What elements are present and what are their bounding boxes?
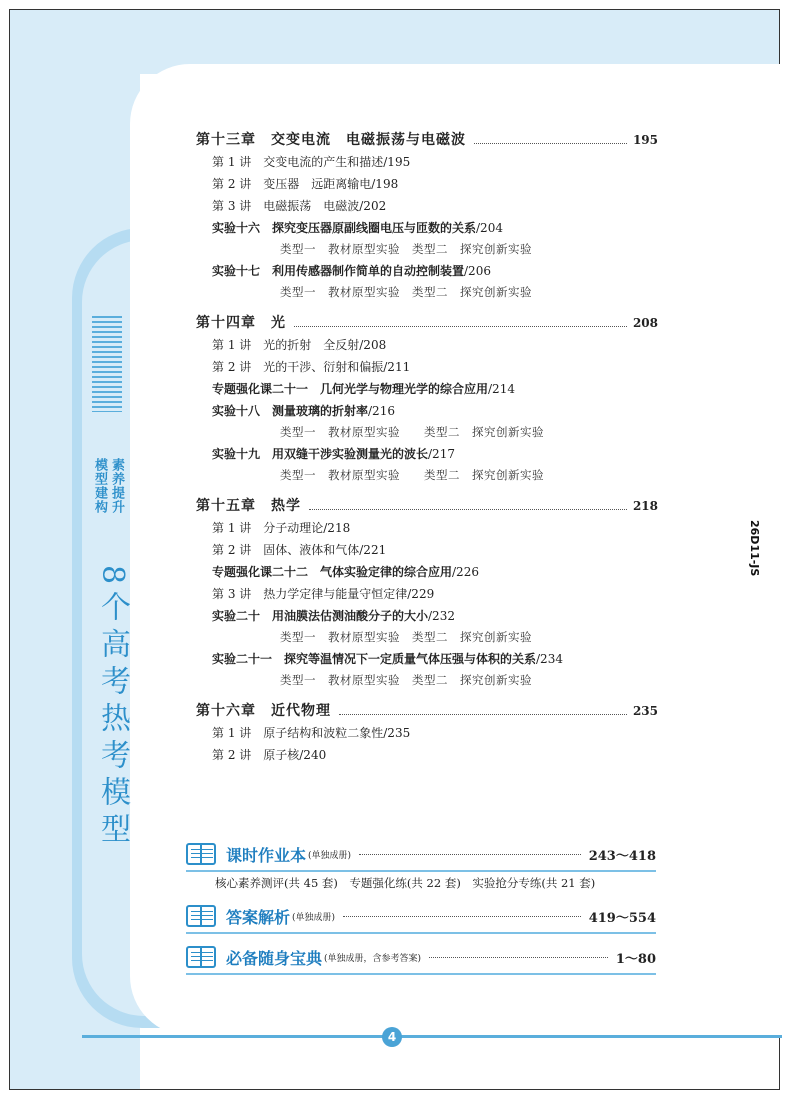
- chapter-page: 218: [632, 499, 658, 513]
- toc-entry[interactable]: 实验二十一 探究等温情况下一定质量气体压强与体积的关系/234: [212, 652, 563, 666]
- book-icon: [186, 843, 216, 865]
- toc-entry[interactable]: 实验二十 用油膜法估测油酸分子的大小/232: [212, 609, 455, 623]
- book-page-range: 1～80: [615, 951, 656, 967]
- experiment-types: 类型一 教材原型实验 类型二 探究创新实验: [280, 285, 532, 299]
- chapter-heading[interactable]: [196, 312, 658, 334]
- toc-entry[interactable]: 第 2 讲 原子核/240: [212, 748, 327, 762]
- experiment-types: 类型一 教材原型实验 类型二 探究创新实验: [280, 425, 544, 439]
- experiment-types: 类型一 教材原型实验 类型二 探究创新实验: [280, 673, 532, 687]
- book-note: (单独成册): [308, 850, 352, 861]
- chapter-title: 第十六章 近代物理: [196, 703, 331, 719]
- chapter-page: 195: [632, 133, 658, 147]
- book-note: (单独成册): [292, 912, 336, 923]
- book-underline: [186, 932, 656, 934]
- chapter-heading[interactable]: [196, 700, 658, 722]
- toc-entry[interactable]: 第 3 讲 电磁振荡 电磁波/202: [212, 199, 387, 213]
- experiment-types: 类型一 教材原型实验 类型二 探究创新实验: [280, 468, 544, 482]
- homework-details: 核心素养测评(共 45 套) 专题强化练(共 22 套) 实验抢分专练(共 21 套): [215, 876, 596, 890]
- book-icon: [186, 946, 216, 968]
- sidebar-label-b: 模型建构: [92, 458, 107, 514]
- toc-entry[interactable]: 第 1 讲 光的折射 全反射/208: [212, 338, 387, 352]
- toc-entry[interactable]: 第 2 讲 固体、液体和气体/221: [212, 543, 387, 557]
- toc-entry[interactable]: 第 3 讲 热力学定律与能量守恒定律/229: [212, 587, 435, 601]
- book-entry[interactable]: [186, 902, 656, 930]
- experiment-types: 类型一 教材原型实验 类型二 探究创新实验: [280, 630, 532, 644]
- entry-page: /204: [476, 221, 503, 235]
- experiment-types: 类型一 教材原型实验 类型二 探究创新实验: [280, 242, 532, 256]
- page-number: 4: [382, 1027, 402, 1047]
- sidebar-label-a: 素养提升: [109, 458, 124, 514]
- book-entry[interactable]: [186, 840, 656, 868]
- book-title: 课时作业本: [226, 845, 307, 865]
- entry-page: /217: [428, 447, 455, 461]
- chapter-page: 235: [632, 704, 658, 718]
- toc-entry[interactable]: 第 1 讲 交变电流的产生和描述/195: [212, 155, 411, 169]
- entry-page: /214: [488, 382, 515, 396]
- chapter-heading[interactable]: [196, 495, 658, 517]
- toc-entry[interactable]: 第 1 讲 原子结构和波粒二象性/235: [212, 726, 411, 740]
- toc-entry[interactable]: 实验十九 用双缝干涉实验测量光的波长/217: [212, 447, 455, 461]
- toc-entry[interactable]: 专题强化课二十一 几何光学与物理光学的综合应用/214: [212, 382, 515, 396]
- leader-dots: [309, 509, 627, 510]
- chapter-title: 第十三章 交变电流 电磁振荡与电磁波: [196, 132, 466, 148]
- leader-dots: [339, 714, 627, 715]
- toc-entry[interactable]: 专题强化课二十二 气体实验定律的综合应用/226: [212, 565, 479, 579]
- chapter-gap: [196, 303, 658, 312]
- sidebar-big-text: 8个高考热考模型: [95, 565, 130, 851]
- decorative-stripes: [92, 316, 122, 412]
- book-underline: [186, 870, 656, 872]
- leader-dots: [359, 854, 581, 855]
- chapter-gap: [196, 691, 658, 700]
- toc-entry[interactable]: 第 2 讲 光的干涉、衍射和偏振/211: [212, 360, 411, 374]
- book-entry[interactable]: [186, 943, 656, 971]
- toc-entry[interactable]: 第 2 讲 变压器 远距离输电/198: [212, 177, 399, 191]
- chapter-title: 第十五章 热学: [196, 498, 301, 514]
- book-title: 答案解析: [226, 907, 291, 927]
- book-title: 必备随身宝典: [226, 948, 323, 968]
- chapter-heading[interactable]: [196, 129, 658, 151]
- toc-entry[interactable]: 实验十七 利用传感器制作简单的自动控制装置/206: [212, 264, 491, 278]
- chapter-page: 208: [632, 316, 658, 330]
- entry-page: /216: [368, 404, 395, 418]
- entry-page: /226: [452, 565, 479, 579]
- leader-dots: [474, 143, 627, 144]
- chapter-gap: [196, 486, 658, 495]
- leader-dots: [294, 326, 627, 327]
- leader-dots: [429, 957, 608, 958]
- book-note: (单独成册，含参考答案): [324, 953, 422, 964]
- book-page-range: 419～554: [588, 910, 656, 926]
- toc-entry[interactable]: 实验十八 测量玻璃的折射率/216: [212, 404, 395, 418]
- entry-page: /234: [536, 652, 563, 666]
- chapter-title: 第十四章 光: [196, 315, 286, 331]
- entry-page: /206: [464, 264, 491, 278]
- bottom-line: [82, 1035, 782, 1038]
- book-underline: [186, 973, 656, 975]
- toc-entry[interactable]: 实验十六 探究变压器原副线圈电压与匝数的关系/204: [212, 221, 503, 235]
- book-page-range: 243～418: [588, 848, 656, 864]
- side-code: 26D11-JS: [748, 520, 761, 577]
- leader-dots: [343, 916, 581, 917]
- toc-entry[interactable]: 第 1 讲 分子动理论/218: [212, 521, 351, 535]
- table-of-contents: [196, 129, 658, 766]
- entry-page: /232: [428, 609, 455, 623]
- book-icon: [186, 905, 216, 927]
